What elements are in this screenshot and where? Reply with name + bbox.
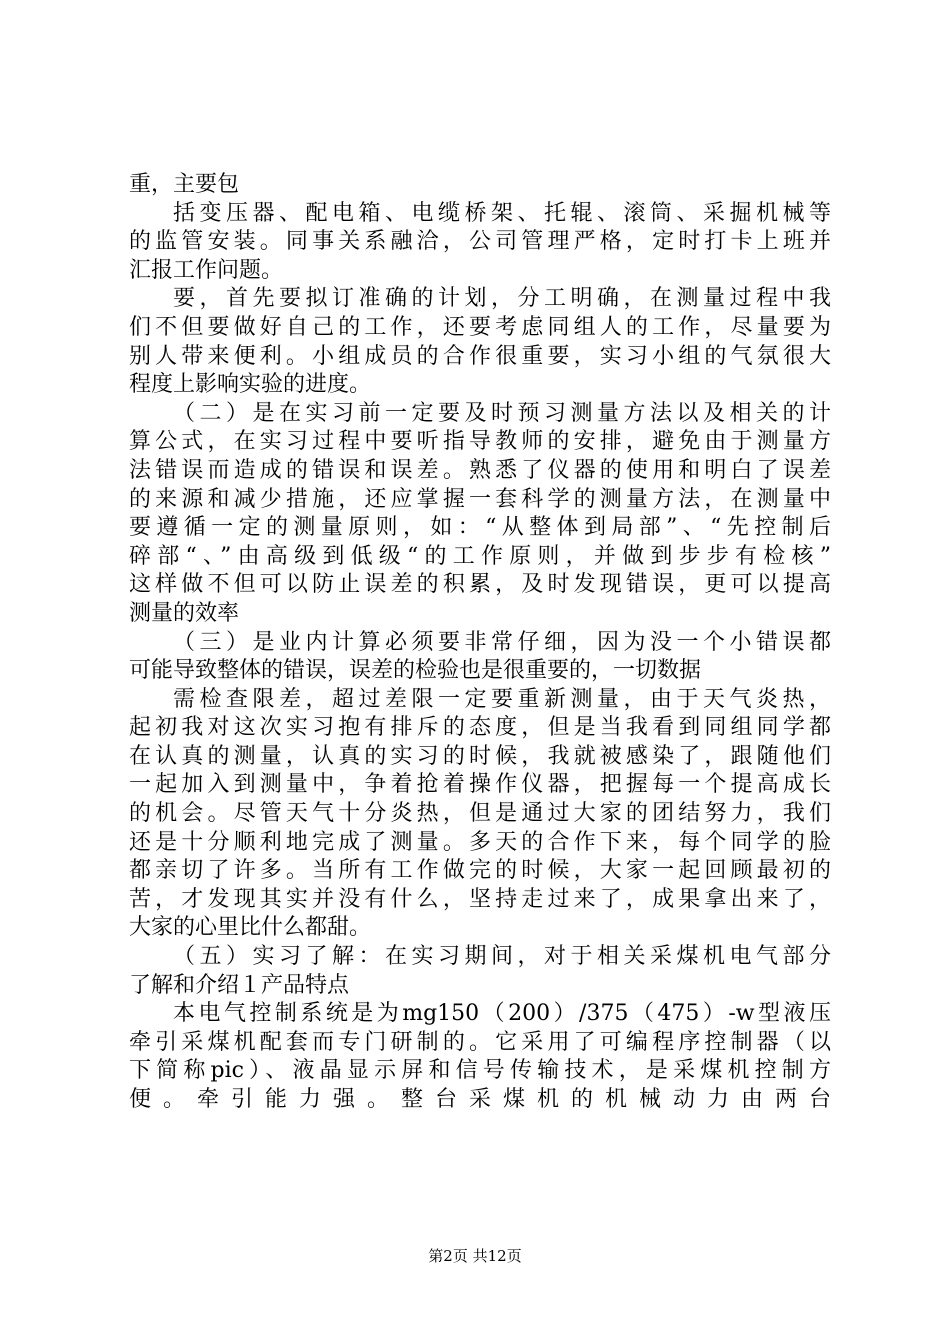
text-line: 要遵循一定的测量原则，如：“从整体到局部”、“先控制后 bbox=[129, 515, 831, 541]
text-line: 要，首先要拟订准确的计划，分工明确，在测量过程中我 bbox=[173, 286, 831, 312]
text-line: 在认真的测量，认真的实习的时候，我就被感染了，跟随他们 bbox=[129, 743, 831, 769]
text-line: 起初我对这次实习抱有排斥的态度，但是当我看到同组同学都 bbox=[129, 715, 831, 741]
text-line: 了解和介绍１产品特点 bbox=[129, 972, 350, 998]
text-line: 大家的心里比什么都甜。 bbox=[129, 915, 372, 941]
text-line: 重，主要包 bbox=[129, 172, 240, 197]
text-line: 一起加入到测量中，争着抢着操作仪器，把握每一个提高成长 bbox=[129, 772, 831, 798]
text-line: 都亲切了许多。当所有工作做完的时候，大家一起回顾最初的 bbox=[129, 858, 831, 884]
text-line: 的机会。尽管天气十分炎热，但是通过大家的团结努力，我们 bbox=[129, 801, 831, 827]
text-line: 汇报工作问题。 bbox=[129, 257, 284, 283]
text-line: 下简称pic）、液晶显示屏和信号传输技术，是采煤机控制方 bbox=[129, 1058, 831, 1084]
text-line: 还是十分顺利地完成了测量。多天的合作下来，每个同学的脸 bbox=[129, 829, 831, 855]
text-line: 需检查限差，超过差限一定要重新测量，由于天气炎热， bbox=[173, 686, 831, 712]
text-line: 碎部“、”由高级到低级“的工作原则，并做到步步有检核” bbox=[129, 543, 831, 569]
text-line: 算公式，在实习过程中要听指导教师的安排，避免由于测量方 bbox=[129, 429, 831, 455]
text-line: 的来源和减少措施，还应掌握一套科学的测量方法，在测量中 bbox=[129, 486, 831, 512]
text-line: 可能导致整体的错误，误差的检验也是很重要的，一切数据 bbox=[129, 658, 702, 684]
text-line: 们不但要做好自己的工作，还要考虑同组人的工作，尽量要为 bbox=[129, 314, 831, 340]
text-line: 括变压器、配电箱、电缆桥架、托辊、滚筒、采掘机械等 bbox=[173, 200, 831, 226]
text-line: 的监管安装。同事关系融洽，公司管理严格，定时打卡上班并 bbox=[129, 229, 831, 255]
text-line: 这样做不但可以防止误差的积累，及时发现错误，更可以提高 bbox=[129, 572, 831, 598]
text-line: 便。牵引能力强。整台采煤机的机械动力由两台 bbox=[129, 1087, 831, 1112]
text-line: 苦，才发现其实并没有什么，坚持走过来了，成果拿出来了， bbox=[129, 886, 831, 912]
text-line: 测量的效率 bbox=[129, 600, 240, 626]
text-line: 别人带来便利。小组成员的合作很重要，实习小组的气氛很大 bbox=[129, 343, 831, 369]
text-line: 牵引采煤机配套而专门研制的。它采用了可编程序控制器（以 bbox=[129, 1029, 831, 1055]
text-line: （三）是业内计算必须要非常仔细，因为没一个小错误都 bbox=[173, 629, 831, 655]
text-line: 程度上影响实验的进度。 bbox=[129, 372, 372, 398]
page-footer: 第2页 共12页 bbox=[428, 1247, 522, 1265]
body-text bbox=[129, 171, 831, 1115]
text-line: （二）是在实习前一定要及时预习测量方法以及相关的计 bbox=[173, 400, 831, 426]
text-line: 法错误而造成的错误和误差。熟悉了仪器的使用和明白了误差 bbox=[129, 457, 831, 483]
text-line: 本电气控制系统是为mg150（200）/375（475）-w型液压 bbox=[173, 1001, 831, 1027]
text-line: （五）实习了解：在实习期间，对于相关采煤机电气部分 bbox=[173, 944, 831, 970]
